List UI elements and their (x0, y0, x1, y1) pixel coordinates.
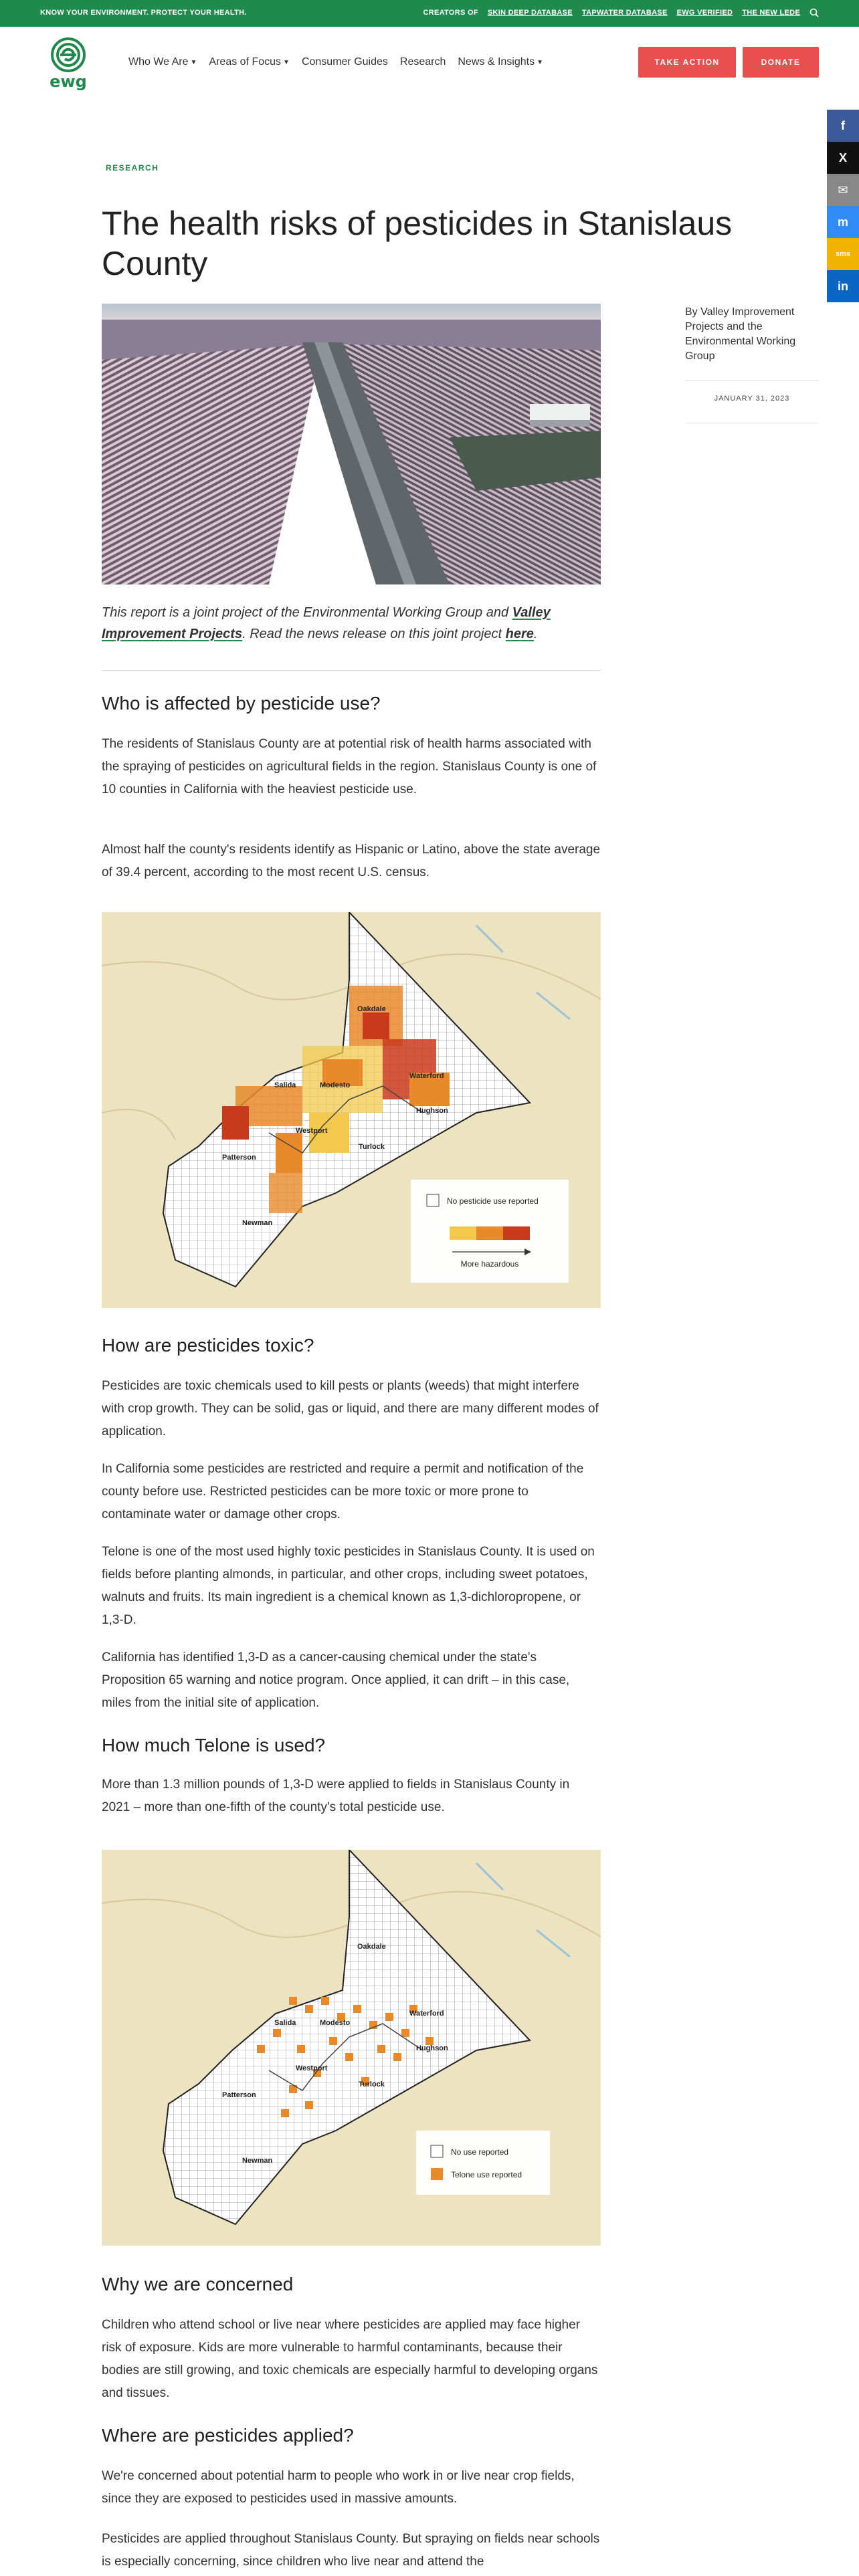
town-label: Waterford (409, 2010, 444, 2018)
nav-news-insights[interactable] (458, 56, 543, 68)
chevron-down-icon: ▼ (283, 58, 290, 66)
link-tapwater[interactable]: TAPWATER DATABASE (581, 9, 668, 17)
town-label: Modesto (320, 2019, 351, 2027)
town-label: Hughson (416, 1107, 448, 1115)
legend-scale-label: More hazardous (460, 1259, 519, 1269)
town-label: Turlock (359, 2080, 385, 2088)
paragraph: Telone is one of the most used highly toxic pesticides in Stanislaus County. It is used on fields before planting almonds, in particular, and other crops, including sweet potatoes, walnuts and fruits. Its main ingredient is a chemical known as 1,3-dichloropropene, or 1,3-D. (102, 1545, 595, 1627)
search-icon[interactable] (809, 8, 819, 17)
linkedin-share-icon[interactable]: in (827, 270, 859, 302)
town-label: Newman (242, 2157, 273, 2165)
legend-none-label: No pesticide use reported (447, 1196, 539, 1206)
intro-text: This report is a joint project of the Environmental Working Group and (102, 605, 512, 620)
hero-image-orchards (102, 304, 601, 584)
byline: By Valley Improvement Projects and the Environmental Working Group (685, 306, 796, 362)
email-share-icon[interactable]: ✉ (827, 174, 859, 206)
town-label: Modesto (320, 1081, 351, 1089)
map-legend (416, 2131, 550, 2195)
divider (102, 670, 601, 671)
creator-links (423, 8, 820, 17)
heading-who-affected: Who is affected by pesticide use? (102, 693, 381, 714)
link-new-lede[interactable]: THE NEW LEDE (742, 9, 800, 17)
nav-label: Who We Are (128, 56, 189, 68)
paragraph: More than 1.3 million pounds of 1,3-D were applied to fields in Stanislaus County in 2021 – more than one-fifth of the county's total pesticide use. (102, 1778, 570, 1814)
paragraph: In California some pesticides are restricted and require a permit and notification of the county before use. Restricted pesticides can be more toxic or more prone to contaminate water or damage other crops. (102, 1462, 584, 1521)
intro-text: . (533, 627, 538, 641)
pesticide-use-map (102, 912, 601, 1308)
x-share-icon[interactable]: X (827, 142, 859, 174)
nav-areas-of-focus[interactable] (209, 56, 290, 68)
town-label: Waterford (409, 1072, 444, 1080)
paragraph: Pesticides are applied throughout Stanislaus County. But spraying on fields near schools is especially concerning, since children who live near and attend the (102, 2532, 600, 2569)
donate-button[interactable]: DONATE (743, 47, 819, 78)
town-label: Patterson (222, 1154, 256, 1162)
link-news-release[interactable]: here (505, 627, 534, 641)
paragraph: The residents of Stanislaus County are at potential risk of health harms associated with the spraying of pesticides on agricultural fields in the region. Stanislaus County is one of 10 counties in California with the heaviest pesticide use. (102, 737, 597, 796)
heading-telone-use: How much Telone is used? (102, 1735, 326, 1755)
town-label: Newman (242, 1219, 273, 1227)
nav-who-we-are[interactable] (128, 56, 197, 68)
chevron-down-icon: ▼ (190, 58, 197, 66)
town-label: Patterson (222, 2091, 256, 2099)
paragraph: Almost half the county's residents identify as Hispanic or Latino, above the state average of 39.4 percent, according to the most recent U.S. census. (102, 843, 601, 879)
logo-text: ewg (50, 72, 87, 91)
legend-none-label: No use reported (451, 2147, 509, 2157)
publish-date: JANUARY 31, 2023 (714, 395, 790, 403)
link-valley-improvement[interactable]: Valley Improvement Projects (102, 605, 551, 641)
town-label: Salida (274, 1081, 296, 1089)
intro-text: . Read the news release on this joint project (242, 627, 506, 641)
share-rail (827, 110, 859, 302)
page-title: The health risks of pesticides in Stanislaus County (102, 205, 733, 282)
main-nav (128, 56, 543, 68)
heading-why-concerned: Why we are concerned (102, 2274, 294, 2294)
nav-research[interactable] (400, 56, 446, 68)
site-header (0, 27, 859, 100)
paragraph: California has identified 1,3-D as a cancer-causing chemical under the state's Proposition 65 warning and notice program. Once applied, it can drift – in this case, miles from the initial site of application. (102, 1650, 570, 1710)
nav-label: Consumer Guides (301, 56, 388, 68)
link-skin-deep[interactable]: SKIN DEEP DATABASE (487, 9, 573, 17)
messenger-share-icon[interactable]: m (827, 206, 859, 238)
town-label: Westport (296, 1127, 328, 1135)
heading-how-toxic: How are pesticides toxic? (102, 1335, 314, 1356)
intro-note (102, 602, 601, 645)
heading-where-applied: Where are pesticides applied? (102, 2425, 354, 2446)
town-label: Turlock (359, 1143, 385, 1151)
tagline: KNOW YOUR ENVIRONMENT. PROTECT YOUR HEALTH. (40, 9, 247, 17)
map-legend (411, 1180, 569, 1283)
town-label: Oakdale (357, 1943, 386, 1951)
nav-label: Research (399, 56, 446, 68)
town-label: Salida (274, 2019, 296, 2027)
creators-label: CREATORS OF (423, 9, 478, 17)
take-action-button[interactable]: TAKE ACTION (638, 47, 736, 78)
paragraph: We're concerned about potential harm to people who work in or live near crop fields, since they are exposed to pesticides used in massive amounts. (102, 2469, 575, 2506)
telone-use-map (102, 1850, 601, 2246)
sms-share-icon[interactable]: sms (827, 238, 859, 270)
nav-label: Areas of Focus (209, 56, 282, 68)
facebook-share-icon[interactable]: f (827, 110, 859, 142)
category-eyebrow[interactable]: RESEARCH (106, 163, 159, 173)
nav-label: News & Insights (458, 56, 535, 68)
town-label: Oakdale (357, 1005, 386, 1013)
link-ewg-verified[interactable]: EWG VERIFIED (676, 9, 733, 17)
paragraph: Children who attend school or live near where pesticides are applied may face higher risk of exposure. Kids are more vulnerable to harmful contaminants, because their bodies are still growing, and toxic chemicals are especially harmful to developing organs and tissues. (102, 2318, 598, 2400)
top-bar (0, 0, 859, 27)
legend-use-label: Telone use reported (451, 2170, 522, 2179)
chevron-down-icon: ▼ (537, 58, 543, 66)
paragraph: Pesticides are toxic chemicals used to kill pests or plants (weeds) that might interfere with crop growth. They can be solid, gas or liquid, and there are many different modes of application. (102, 1379, 599, 1438)
divider (685, 380, 819, 381)
town-label: Hughson (416, 2044, 448, 2052)
town-label: Westport (296, 2064, 328, 2072)
nav-consumer-guides[interactable] (302, 56, 388, 68)
